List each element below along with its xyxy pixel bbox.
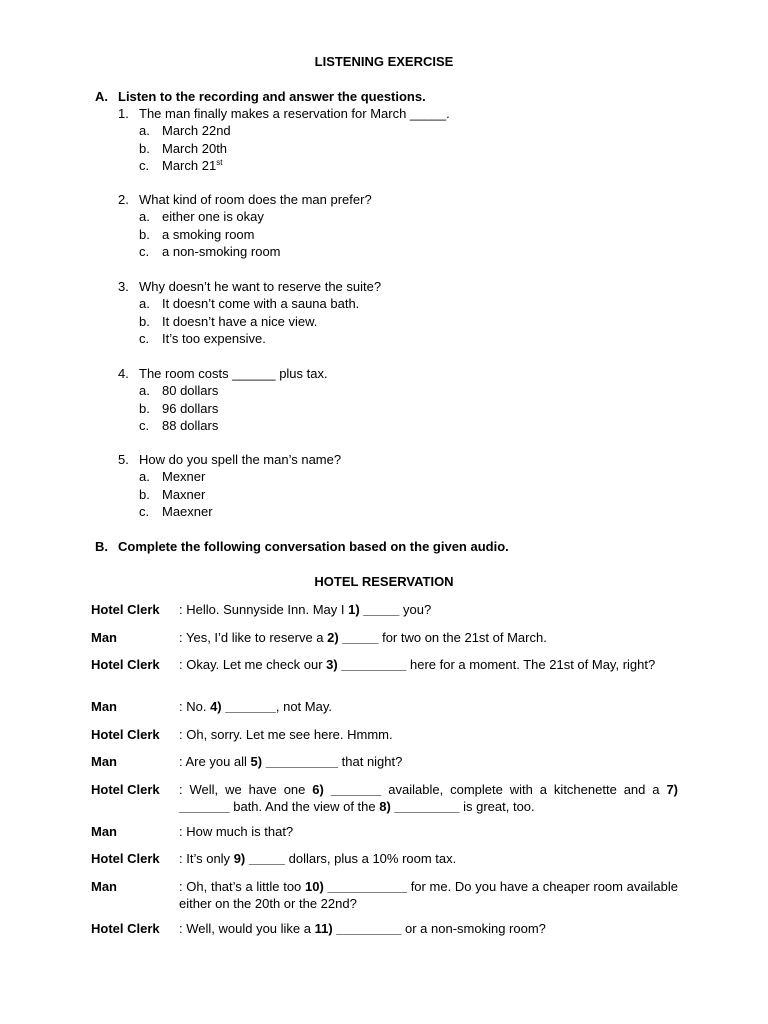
option-letter: c. [139,504,150,520]
dialogue-line [91,878,678,913]
dialogue-title: HOTEL RESERVATION [314,574,454,589]
option-text: 96 dollars [162,400,219,416]
text-segment: dollars, plus a 10% room tax. [285,851,457,866]
text-segment: available, complete with a kitchenette and a [381,782,667,797]
question-text: The room costs ______ plus tax. [139,366,328,381]
dialogue-line [91,823,678,840]
option [139,382,678,399]
dialogue-line [91,601,678,618]
text-segment: bath. And the view of the [229,799,380,815]
dialogue-text [179,726,678,743]
dialogue-text [179,920,678,937]
option-text: March 21 [162,158,217,174]
option [139,122,678,139]
option-letter: a. [139,209,150,225]
answer-blank: 8) _________ [379,799,460,815]
option-text: Mexner [162,469,206,485]
text-segment: : Yes, I’d like to reserve a [179,630,328,645]
question-number: 3. [118,279,129,294]
answer-blank: 10) ___________ [304,879,407,894]
option-letter: b. [139,313,150,329]
section-a-letter: A. [95,89,108,104]
option [139,140,678,157]
option-letter: c. [139,244,150,260]
option-letter: b. [139,486,150,502]
dialogue-line [91,753,678,770]
speaker-label: Man [91,879,117,894]
option [139,243,678,260]
text-segment: : No. [179,699,211,714]
option-text: 80 dollars [162,383,219,399]
dialogue-text [179,698,678,715]
dialogue-text [179,823,678,840]
speaker-label: Man [91,699,117,714]
section-a-heading [95,88,426,105]
text-segment: : It’s only [179,851,234,866]
text-segment: : Oh, sorry. Let me see here. Hmmm. [179,727,393,742]
question-number: 4. [118,366,129,381]
option-text: March 20th [162,140,228,156]
speaker-label: Hotel Clerk [91,602,160,617]
ordinal-superscript: st [216,158,223,168]
text-segment: : Okay. Let me check our [179,657,327,672]
speaker-label: Man [91,824,117,839]
question-5 [118,451,678,521]
option-text: either one is okay [162,209,264,225]
option [139,400,678,417]
option [139,313,678,330]
answer-blank: 7) _______ [179,782,678,815]
text-segment: here for a moment. The 21st of May, right? [406,657,656,672]
dialogue-text [179,656,678,673]
text-segment: you? [399,602,432,617]
question-3 [118,278,678,348]
answer-blank: 4) _______ [210,699,276,714]
question-text: The man finally makes a reservation for March _____. [139,106,450,121]
option-letter: c. [139,331,150,347]
option-text: 88 dollars [162,418,219,434]
dialogue-line [91,656,678,673]
text-segment: for me. Do you have a cheaper room available either on the 20th or the 22nd? [179,879,678,912]
option-letter: b. [139,400,150,416]
text-segment: , not May. [275,699,332,714]
option [139,208,678,225]
option-letter: b. [139,140,150,156]
text-segment: : How much is that? [179,824,294,839]
option [139,468,678,485]
dialogue-line [91,726,678,743]
text-segment: : Well, would you like a [179,921,315,936]
option-text: It doesn’t come with a sauna bath. [162,296,360,312]
question-text: Why doesn’t he want to reserve the suite? [139,279,382,294]
option [139,503,678,520]
answer-blank: 1) _____ [348,602,400,617]
option-text: Maexner [162,504,213,520]
section-a-text: Listen to the recording and answer the questions. [118,89,426,104]
question-number: 1. [118,106,129,121]
page-title: LISTENING EXERCISE [314,54,454,69]
option-text: March 22nd [162,123,231,139]
speaker-label: Hotel Clerk [91,851,160,866]
text-segment: for two on the 21st of March. [378,630,547,645]
section-b-letter: B. [95,539,108,554]
option-letter: a. [139,469,150,485]
speaker-label: Man [91,630,117,645]
section-b-text: Complete the following conversation based on the given audio. [118,539,509,554]
answer-blank: 2) _____ [327,630,379,645]
option-text: It doesn’t have a nice view. [162,313,318,329]
option [139,157,678,174]
answer-blank: 6) _______ [312,782,382,797]
option [139,417,678,434]
answer-blank: 11) _________ [314,921,402,936]
question-2 [118,191,678,261]
dialogue-line [91,850,678,867]
question-text: How do you spell the man’s name? [139,452,342,467]
option [139,330,678,347]
dialogue-text [179,601,678,618]
text-segment: : Well, we have one [179,782,313,797]
dialogue-text [179,781,678,816]
speaker-label: Hotel Clerk [91,921,160,936]
option-letter: a. [139,123,150,139]
text-segment: is great, too. [459,799,535,815]
dialogue-line [91,920,678,937]
text-segment: that night? [338,754,403,769]
dialogue-text [179,850,678,867]
dialogue-line [91,629,678,646]
option-text: a smoking room [162,226,255,242]
speaker-label: Hotel Clerk [91,782,160,797]
option-text: Maxner [162,486,206,502]
option [139,226,678,243]
section-b-heading [95,538,509,555]
text-segment: or a non-smoking room? [401,921,546,936]
question-number: 5. [118,452,129,467]
answer-blank: 5) __________ [250,754,339,769]
text-segment: : Hello. Sunnyside Inn. May I [179,602,349,617]
dialogue-text [179,629,678,646]
speaker-label: Hotel Clerk [91,727,160,742]
question-1 [118,105,678,175]
dialogue-line [91,698,678,715]
answer-blank: 9) _____ [233,851,286,866]
dialogue-text [179,753,678,770]
option-letter: a. [139,383,150,399]
option-letter: c. [139,158,150,174]
option-letter: b. [139,226,150,242]
option-text: a non-smoking room [162,244,281,260]
question-4 [118,365,678,435]
option-letter: a. [139,296,150,312]
speaker-label: Man [91,754,117,769]
dialogue-text [179,878,678,913]
option [139,295,678,312]
speaker-label: Hotel Clerk [91,657,160,672]
question-number: 2. [118,192,129,207]
option-text: It’s too expensive. [162,331,266,347]
dialogue-line [91,781,678,816]
question-text: What kind of room does the man prefer? [139,192,372,207]
option-letter: c. [139,418,150,434]
text-segment: : Oh, that’s a little too [179,879,305,894]
option [139,486,678,503]
text-segment: : Are you all [179,754,251,769]
answer-blank: 3) _________ [326,657,407,672]
